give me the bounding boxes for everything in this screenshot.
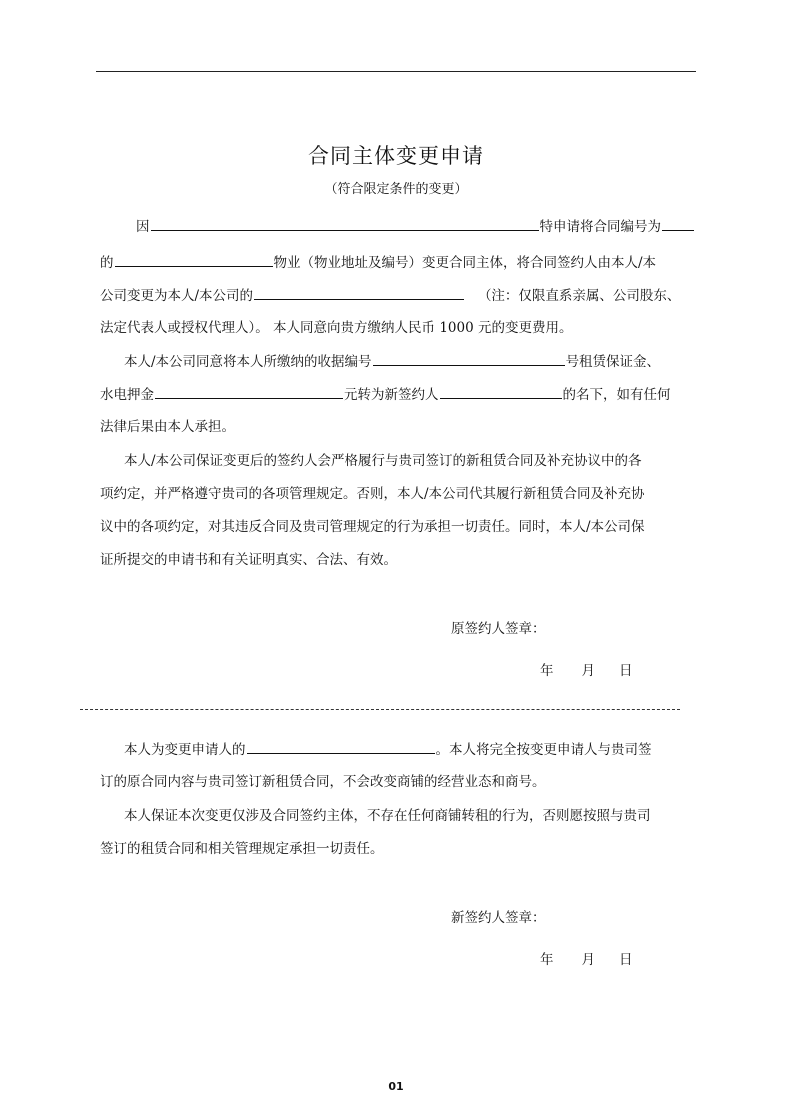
new-signatory-blank[interactable]: [440, 384, 562, 399]
original-signature-label: 原签约人签章：: [451, 621, 546, 637]
page-number: 01: [388, 1080, 404, 1093]
receipt-number-blank[interactable]: [373, 351, 565, 366]
applicant-blank[interactable]: [247, 739, 435, 754]
new-signature-label: 新签约人签章：: [451, 910, 546, 926]
para1-line1: [136, 216, 695, 237]
text: 的: [100, 255, 114, 271]
day-label: 日: [619, 663, 633, 679]
text: 物业（物业地址及编号）变更合同主体，将合同签约人由本人/本: [273, 255, 657, 271]
para1-line2: [100, 252, 656, 273]
month-label: 月: [581, 663, 595, 679]
page-title: 合同主体变更申请: [308, 144, 484, 168]
new-signature-date: [540, 948, 633, 968]
text: 本人为变更申请人的: [124, 742, 246, 758]
text: 公司变更为本人/本公司的: [100, 288, 254, 304]
para3-line4: 证所提交的申请书和有关证明真实、合法、有效。: [100, 552, 397, 568]
new-party-blank[interactable]: [254, 285, 464, 300]
page-subtitle: （符合限定条件的变更）: [324, 182, 468, 197]
para1-line4: 法定代表人或授权代理人）。 本人同意向贵方缴纳人民币 1000 元的变更费用。: [100, 320, 573, 336]
deposit-amount-blank[interactable]: [155, 384, 343, 399]
reason-blank[interactable]: [151, 216, 539, 231]
text: 的名下，如有任何: [562, 387, 671, 403]
original-signature-date: [540, 659, 633, 679]
section-divider: [80, 709, 680, 710]
para4-line1: [124, 739, 652, 760]
para2-line1: [124, 351, 660, 372]
year-label: 年: [540, 952, 554, 968]
para3-line1: 本人/本公司保证变更后的签约人会严格履行与贵司签订的新租赁合同及补充协议中的各: [124, 453, 642, 469]
para3-line2: 项约定，并严格遵守贵司的各项管理规定。否则，本人/本公司代其履行新租赁合同及补充协: [100, 486, 645, 502]
header-rule: [96, 71, 696, 72]
text: 本人/本公司同意将本人所缴纳的收据编号: [124, 354, 372, 370]
text: 因: [136, 219, 150, 235]
day-label: 日: [619, 952, 633, 968]
contract-number-blank[interactable]: [662, 216, 694, 231]
text: 特申请将合同编号为: [539, 219, 661, 235]
text: 。本人将完全按变更申请人与贵司签: [435, 742, 652, 758]
para4-line2: 订的原合同内容与贵司签订新租赁合同，不会改变商铺的经营业态和商号。: [100, 774, 546, 790]
text: 元转为新签约人: [344, 387, 439, 403]
property-blank[interactable]: [115, 252, 273, 267]
para1-line3: [100, 285, 680, 306]
month-label: 月: [581, 952, 595, 968]
text: 号租赁保证金、: [565, 354, 661, 370]
para3-line3: 议中的各项约定，对其违反合同及贵司管理规定的行为承担一切责任。同时，本人/本公司保: [100, 519, 645, 535]
para2-line3: 法律后果由本人承担。: [100, 419, 235, 435]
year-label: 年: [540, 663, 554, 679]
para2-line2: [100, 384, 671, 405]
para5-line2: 签订的租赁合同和相关管理规定承担一切责任。: [100, 841, 384, 857]
text: 水电押金: [100, 387, 154, 403]
text: （注：仅限直系亲属、公司股东、: [477, 288, 681, 304]
para5-line1: 本人保证本次变更仅涉及合同签约主体，不存在任何商铺转租的行为，否则愿按照与贵司: [124, 808, 651, 824]
